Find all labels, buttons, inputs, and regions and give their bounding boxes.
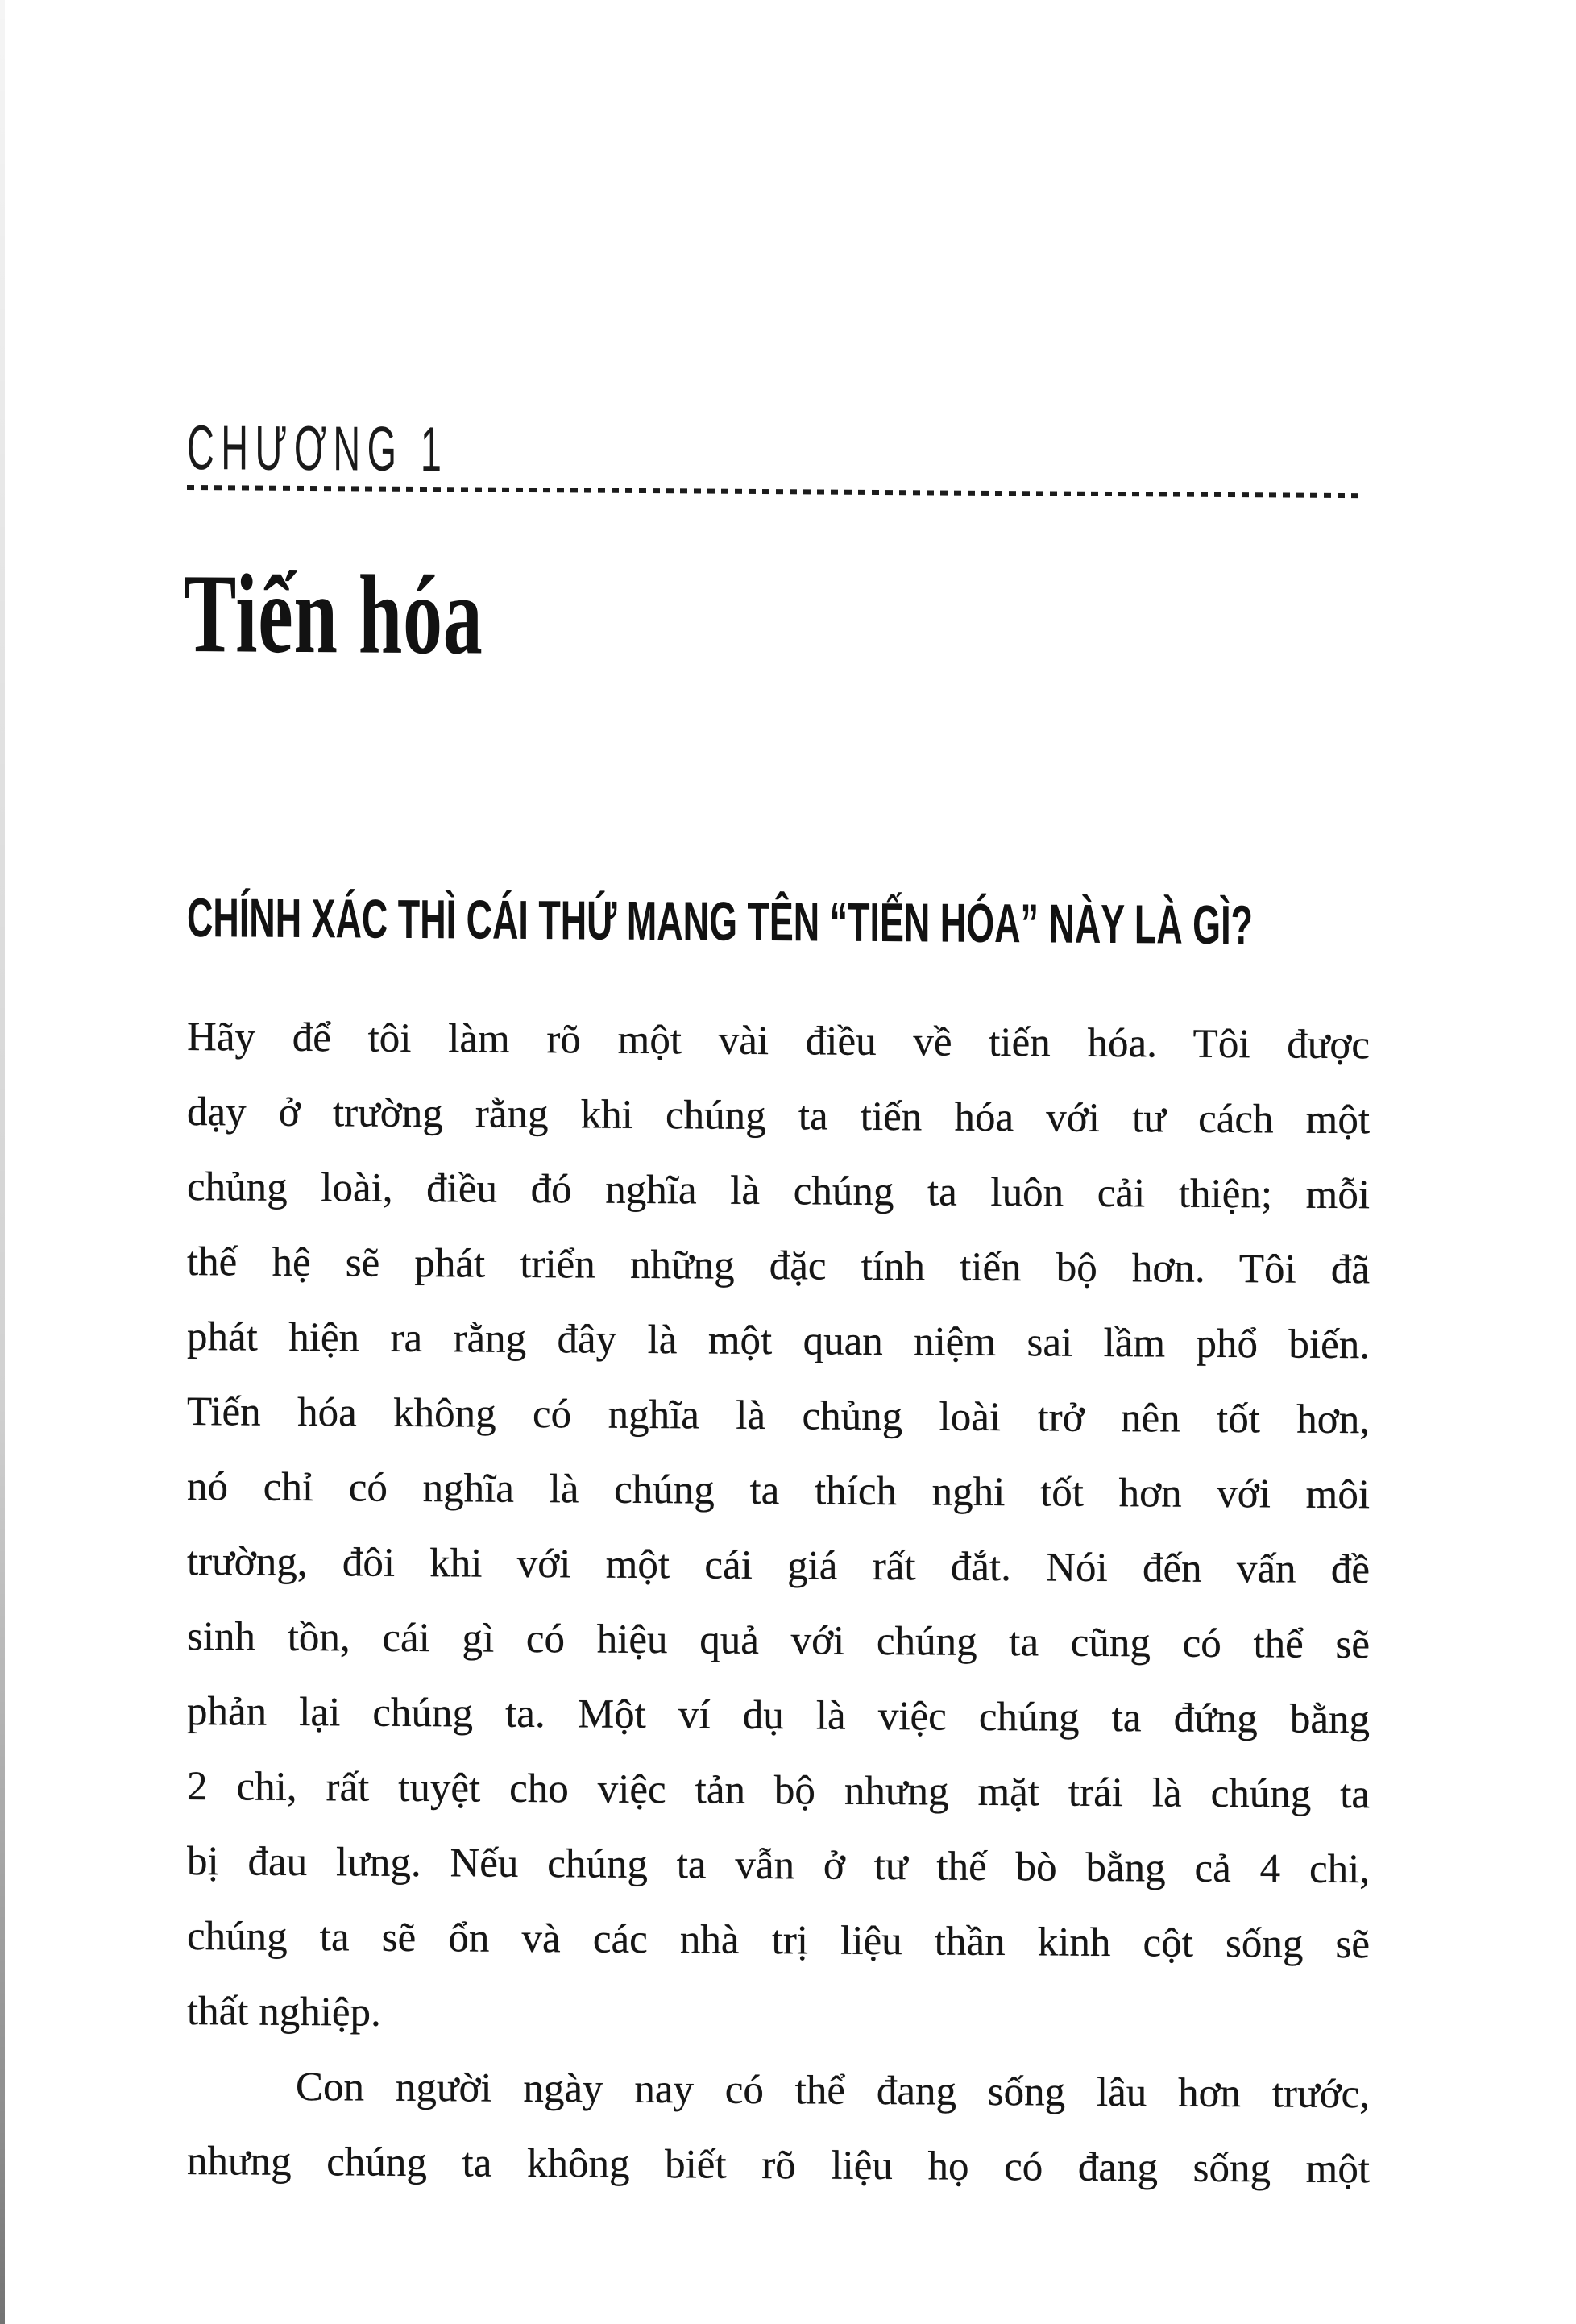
text-line: thất nghiệp.: [187, 1989, 381, 2036]
text-line: sinh tồn, cái gì có hiệu quả với chúng ta cũng có thể sẽ: [187, 1614, 1370, 1668]
paragraph: [187, 2049, 1370, 2207]
text-line: 2 chi, rất tuyệt cho việc tản bộ nhưng mặt trái là chúng ta: [187, 1764, 1370, 1818]
section-heading: CHÍNH XÁC THÌ CÁI THỨ MANG TÊN “TIẾN HÓA” NÀY LÀ GÌ?: [187, 887, 1253, 957]
chapter-dotted-rule: [187, 485, 1365, 498]
text-line: nó chỉ có nghĩa là chúng ta thích nghi tốt hơn với môi: [187, 1464, 1370, 1518]
chapter-title: Tiến hóa: [184, 550, 483, 679]
text-line: dạy ở trường rằng khi chúng ta tiến hóa với tư cách một: [187, 1089, 1370, 1143]
text-line: Tiến hóa không có nghĩa là chủng loài trở nên tốt hơn,: [187, 1389, 1370, 1443]
paragraph: [187, 1000, 1370, 2057]
text-line: phản lại chúng ta. Một ví dụ là việc chúng ta đứng bằng: [187, 1689, 1370, 1743]
text-line: thế hệ sẽ phát triển những đặc tính tiến bộ hơn. Tôi đã: [187, 1239, 1370, 1293]
text-line: nhưng chúng ta không biết rõ liệu họ có đang sống một: [187, 2139, 1370, 2193]
text-line: chủng loài, điều đó nghĩa là chúng ta luôn cải thiện; mỗi: [187, 1164, 1370, 1218]
text-line: Hãy để tôi làm rõ một vài điều về tiến hóa. Tôi được: [187, 1015, 1370, 1069]
text-line: trường, đôi khi với một cái giá rất đắt. Nói đến vấn đề: [187, 1539, 1370, 1593]
text-line: bị đau lưng. Nếu chúng ta vẫn ở tư thế bò bằng cả 4 chi,: [187, 1839, 1370, 1893]
chapter-label: CHƯƠNG 1: [187, 412, 449, 485]
text-line: chúng ta sẽ ổn và các nhà trị liệu thần kinh cột sống sẽ: [187, 1914, 1370, 1968]
text-line: phát hiện ra rằng đây là một quan niệm sai lầm phổ biến.: [187, 1314, 1370, 1368]
body-text: [187, 1000, 1370, 2207]
text-line: Con người ngày nay có thể đang sống lâu hơn trước,: [296, 2064, 1370, 2118]
